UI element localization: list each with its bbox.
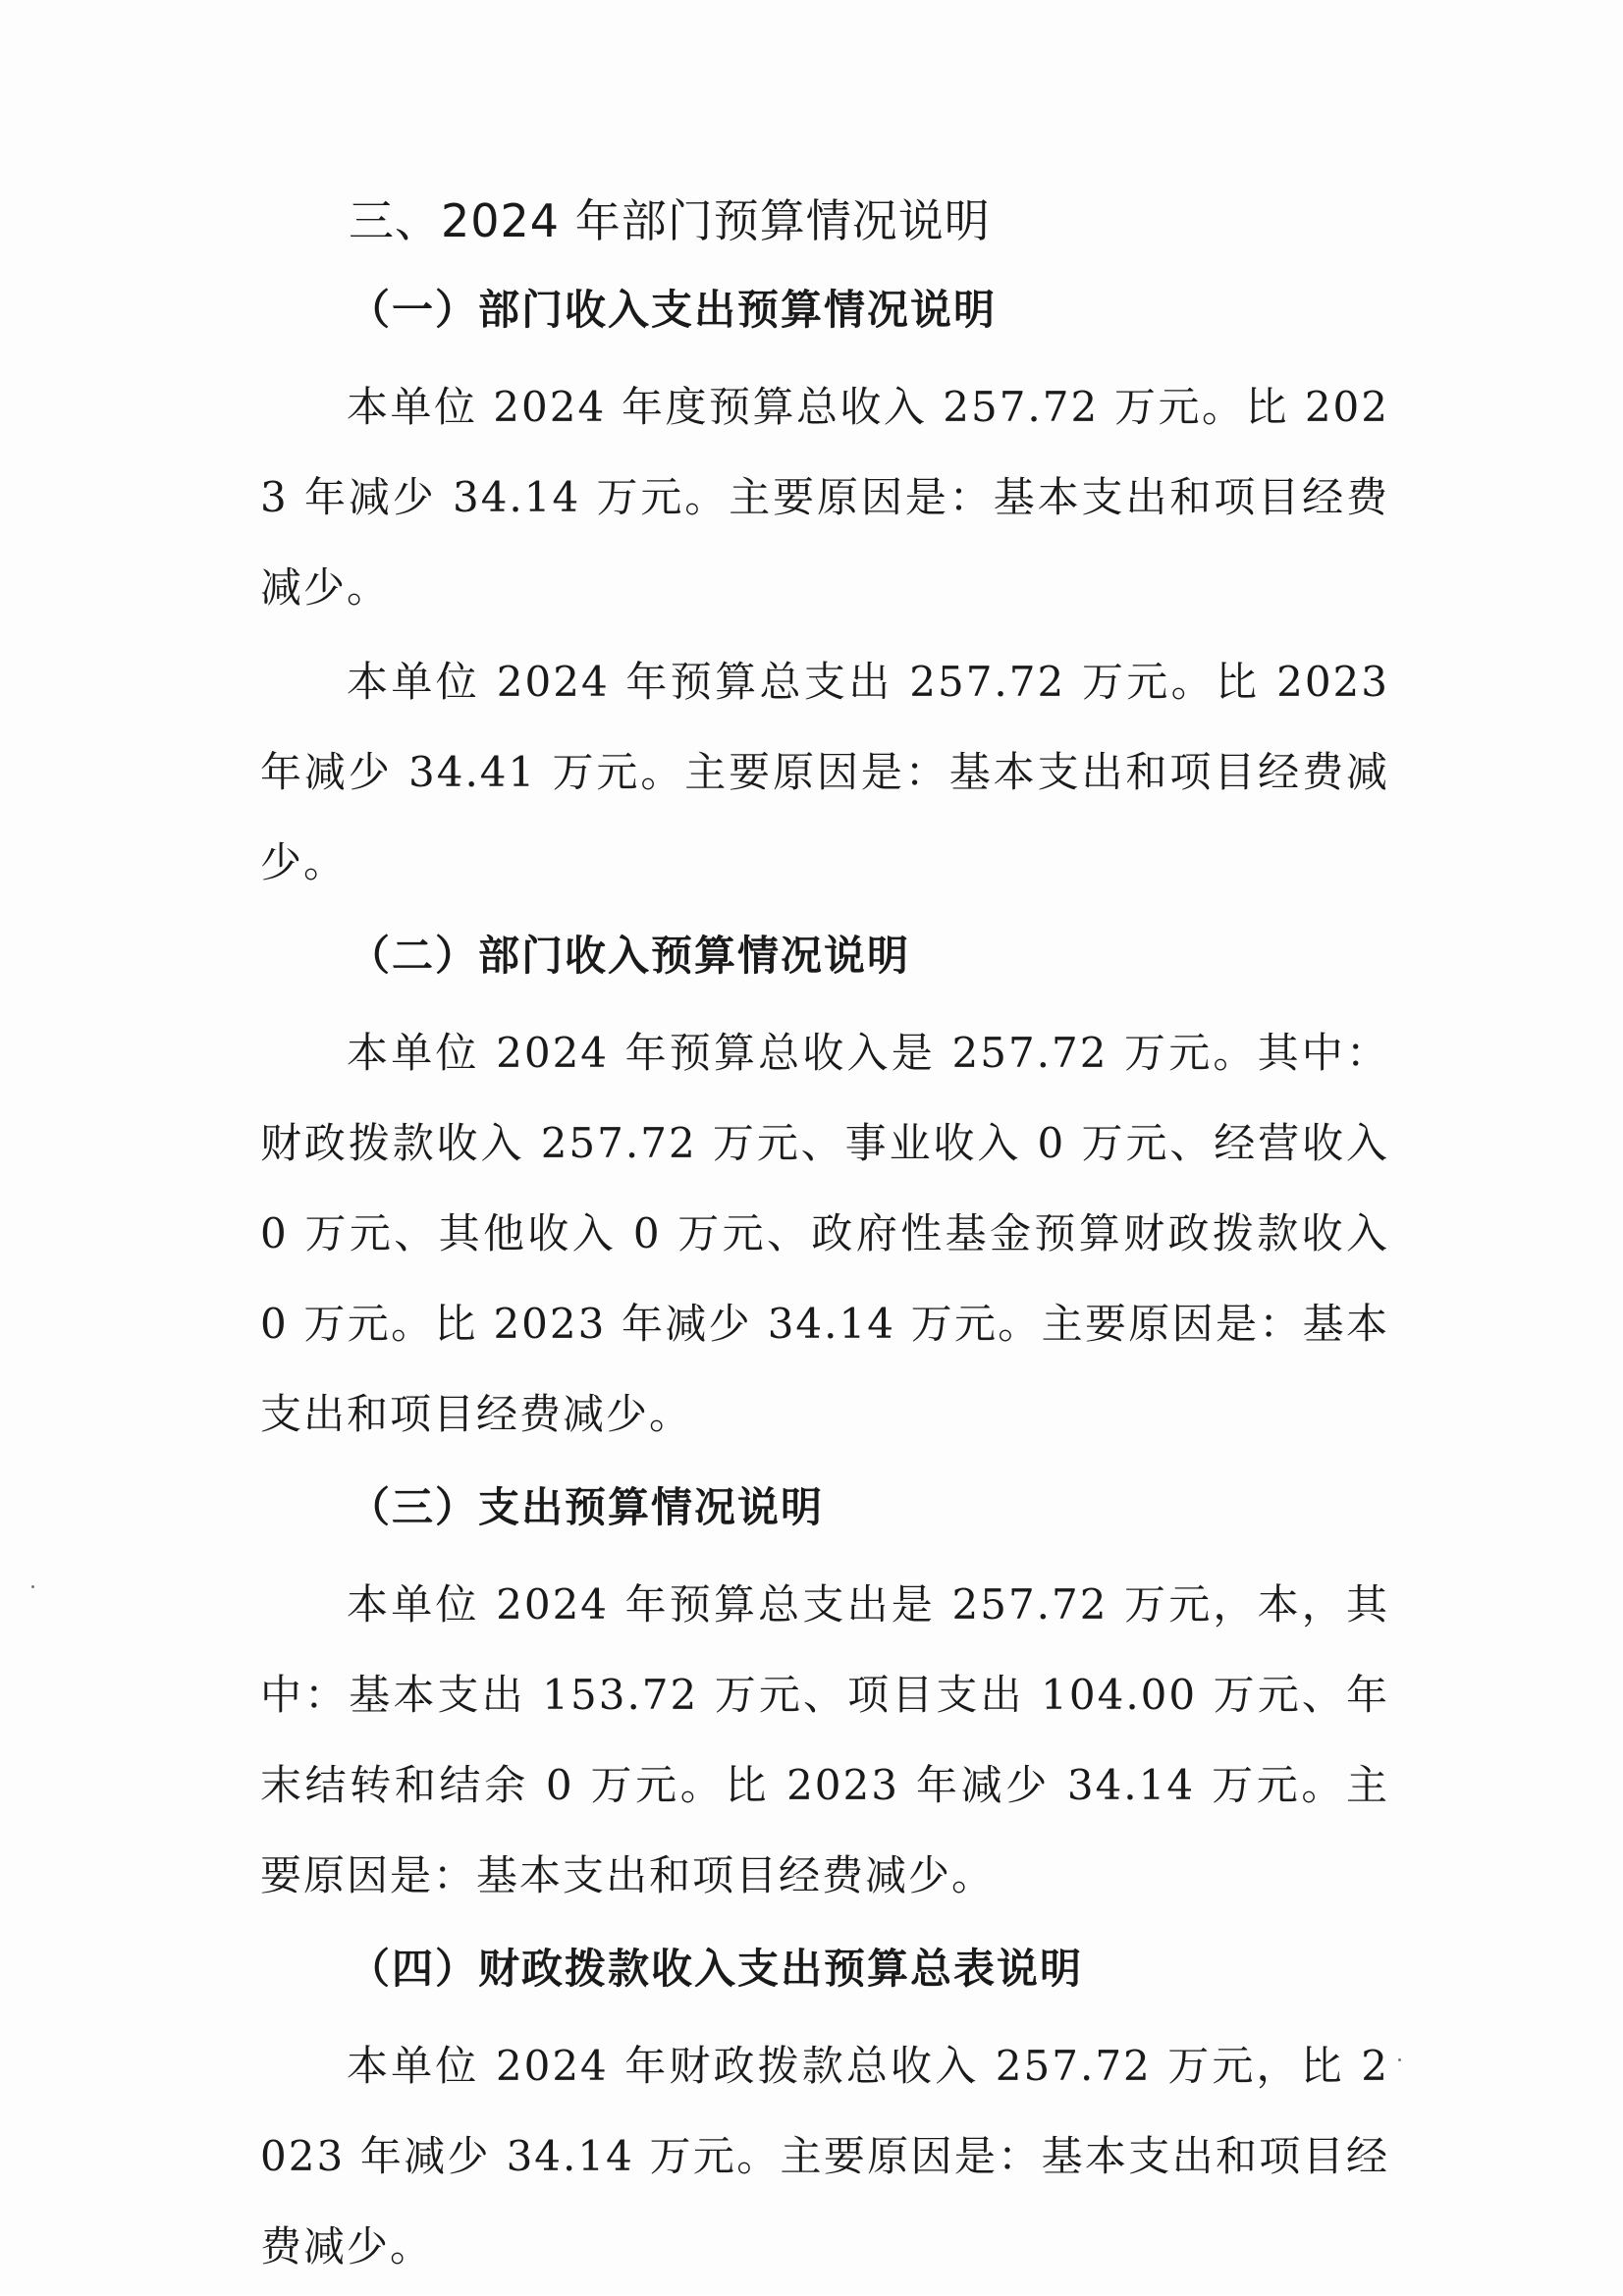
paragraph: 本单位 2024 年财政拨款总收入 257.72 万元，比 2023 年减少 34.14 万元。主要原因是：基本支出和项目经费减少。	[260, 2042, 1389, 2270]
subsection-heading-4: （四）财政拨款收入支出预算总表说明	[349, 1945, 1084, 1993]
scan-speck	[1398, 2058, 1401, 2061]
subsection-heading-3: （三）支出预算情况说明	[349, 1483, 825, 1531]
scan-speck	[31, 1585, 34, 1588]
document-body	[260, 182, 1389, 2296]
subsection-heading-1: （一）部门收入支出预算情况说明	[349, 286, 998, 334]
paragraph: 本单位 2024 年度预算总收入 257.72 万元。比 2023 年减少 34.14 万元。主要原因是：基本支出和项目经费减少。	[260, 383, 1389, 612]
paragraph: 本单位 2024 年预算总支出是 257.72 万元，本，其中：基本支出 153.72 万元、项目支出 104.00 万元、年末结转和结余 0 万元。比 2023 年减少 34.14 万元。主要原因是：基本支出和项目经费减少。	[260, 1580, 1389, 1899]
paragraph: 本单位 2024 年预算总收入是 257.72 万元。其中：财政拨款收入 257.72 万元、事业收入 0 万元、经营收入 0 万元、其他收入 0 万元、政府性基金预算财政拨款收入 0 万元。比 2023 年减少 34.14 万元。主要原因是：基本支出和项目经费减少。	[260, 1029, 1389, 1438]
section-title: 三、2024 年部门预算情况说明	[349, 194, 991, 247]
subsection-heading-2: （二）部门收入预算情况说明	[349, 932, 911, 980]
paragraph: 本单位 2024 年预算总支出 257.72 万元。比 2023 年减少 34.41 万元。主要原因是：基本支出和项目经费减少。	[260, 658, 1389, 886]
